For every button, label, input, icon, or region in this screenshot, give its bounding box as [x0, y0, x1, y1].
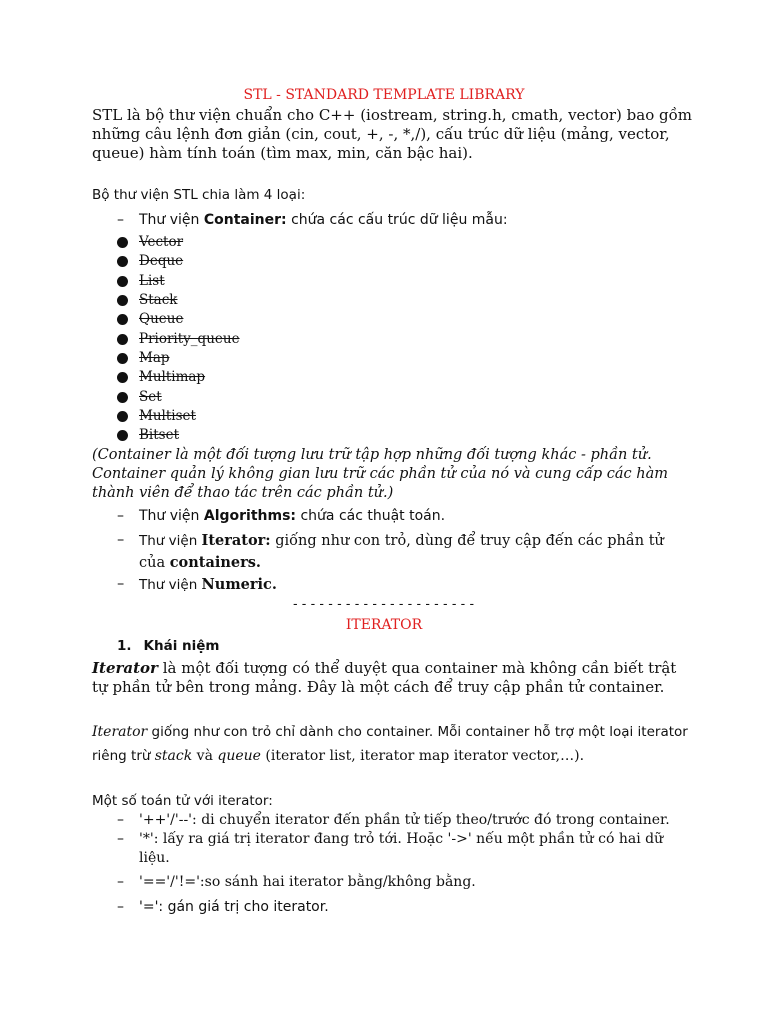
numbered-heading: 1. Khái niệm — [117, 638, 220, 654]
separator-line: --------------------- — [291, 597, 477, 612]
bullet-dot-icon — [117, 334, 128, 345]
intro-paragraph: STL là bộ thư viện chuẩn cho C++ (iostream, string.h, cmath, vector) bao gồm những câu lệnh đơn giản (cin, cout, +, -, *,/), cấu trúc dữ liệu (mảng, vector, queue) hàm tính toán (tìm max, min, căn bậc hai). — [92, 106, 693, 162]
bullet-dot-icon — [117, 411, 128, 422]
section-title: ITERATOR — [345, 617, 423, 633]
operators-intro: Một số toán tử với iterator: — [92, 793, 273, 809]
dash-marker: – — [117, 812, 124, 828]
dash-marker: – — [117, 831, 124, 847]
document-page: STL - STANDARD TEMPLATE LIBRARY STL là bộ thư viện chuẩn cho C++ (iostream, string.h, cmath, vector) bao gồm những câu lệnh đơn giản (cin, cout, +, -, *,/), cấu trúc dữ liệu (mảng, vector, queue) hàm tính toán (tìm max, min, căn bậc hai). Bộ thư viện STL chia làm 4 loại: – Thư viện Container: chứa các cấu trúc dữ liệu mẫu: Vector Deque List Stack Queue Priority_queue Map Multimap Set Multiset Bitset (Container là một đối tượng lưu trữ tập hợp những đối tượng khác - phần tử. Container quản lý không gian lưu trữ các phần tử của nó và cung cấp các hàm thành viên để thao tác trên các phần tử.) – Thư viện Algorithms: chứa các thuật toán. – Thư viện Iterator: giống như con trỏ, dùng để truy cập đến các phần tử của containers. – Thư viện Numeric. --------------------- ITERATOR 1. Khái niệm Iterator là một đối tượng có thể duyệt qua container mà không cần biết trật tự phần tử bên trong mảng. Đây là một cách để truy cập phần tử container. Iterator giống như con trỏ chỉ dành cho container. Mỗi container hỗ trợ một loại iterator riêng trừ stack và queue (iterator list, iterator map iterator vector,…). Một số toán tử với iterator: – '++'/'--': di chuyển iterator đến phần tử tiếp theo/trước đó trong container. – '*': lấy ra giá trị iterator đang trỏ tới. Hoặc '->' nếu một phần tử có hai dữ liệu. – '=='/'!=':so sánh hai iterator bằng/không bằng. – '=': gán giá trị cho iterator. — [0, 0, 768, 1024]
container-name: Container: — [203, 212, 287, 228]
bullet-dot-icon — [117, 430, 128, 441]
iterator-definition: Iterator là một đối tượng có thể duyệt qua container mà không cần biết trật tự phần tử bên trong mảng. Đây là một cách để truy cập phần tử container. — [92, 659, 677, 696]
container-desc: chứa các cấu trúc dữ liệu mẫu: — [286, 212, 508, 228]
iterator-description: Iterator giống như con trỏ chỉ dành cho container. Mỗi container hỗ trợ một loại iterator riêng trừ stack và queue (iterator list, iterator map iterator vector,…). — [92, 724, 688, 764]
bullet-dot-icon — [117, 295, 128, 306]
dash-marker: – — [117, 899, 124, 915]
bullet-dot-icon — [117, 353, 128, 364]
dash-marker: – — [117, 532, 125, 548]
bullet-dot-icon — [117, 392, 128, 403]
bullet-dot-icon — [117, 237, 128, 248]
container-prefix: Thư viện — [139, 212, 204, 228]
container-note: (Container là một đối tượng lưu trữ tập hợp những đối tượng khác - phần tử. Container quản lý không gian lưu trữ các phần tử của nó và cung cấp các hàm thành viên để thao tác trên các phần tử.) — [92, 447, 668, 501]
bullet-dot-icon — [117, 314, 128, 325]
categories-intro: Bộ thư viện STL chia làm 4 loại: — [92, 187, 306, 203]
bullet-dot-icon — [117, 256, 128, 267]
dash-marker: – — [117, 874, 124, 890]
dash-marker: – — [117, 212, 124, 228]
bullet-dot-icon — [117, 372, 128, 383]
bullet-dot-icon — [117, 276, 128, 287]
document-title: STL - STANDARD TEMPLATE LIBRARY — [243, 87, 525, 103]
dash-marker: – — [117, 576, 125, 592]
dash-marker: – — [117, 508, 124, 524]
